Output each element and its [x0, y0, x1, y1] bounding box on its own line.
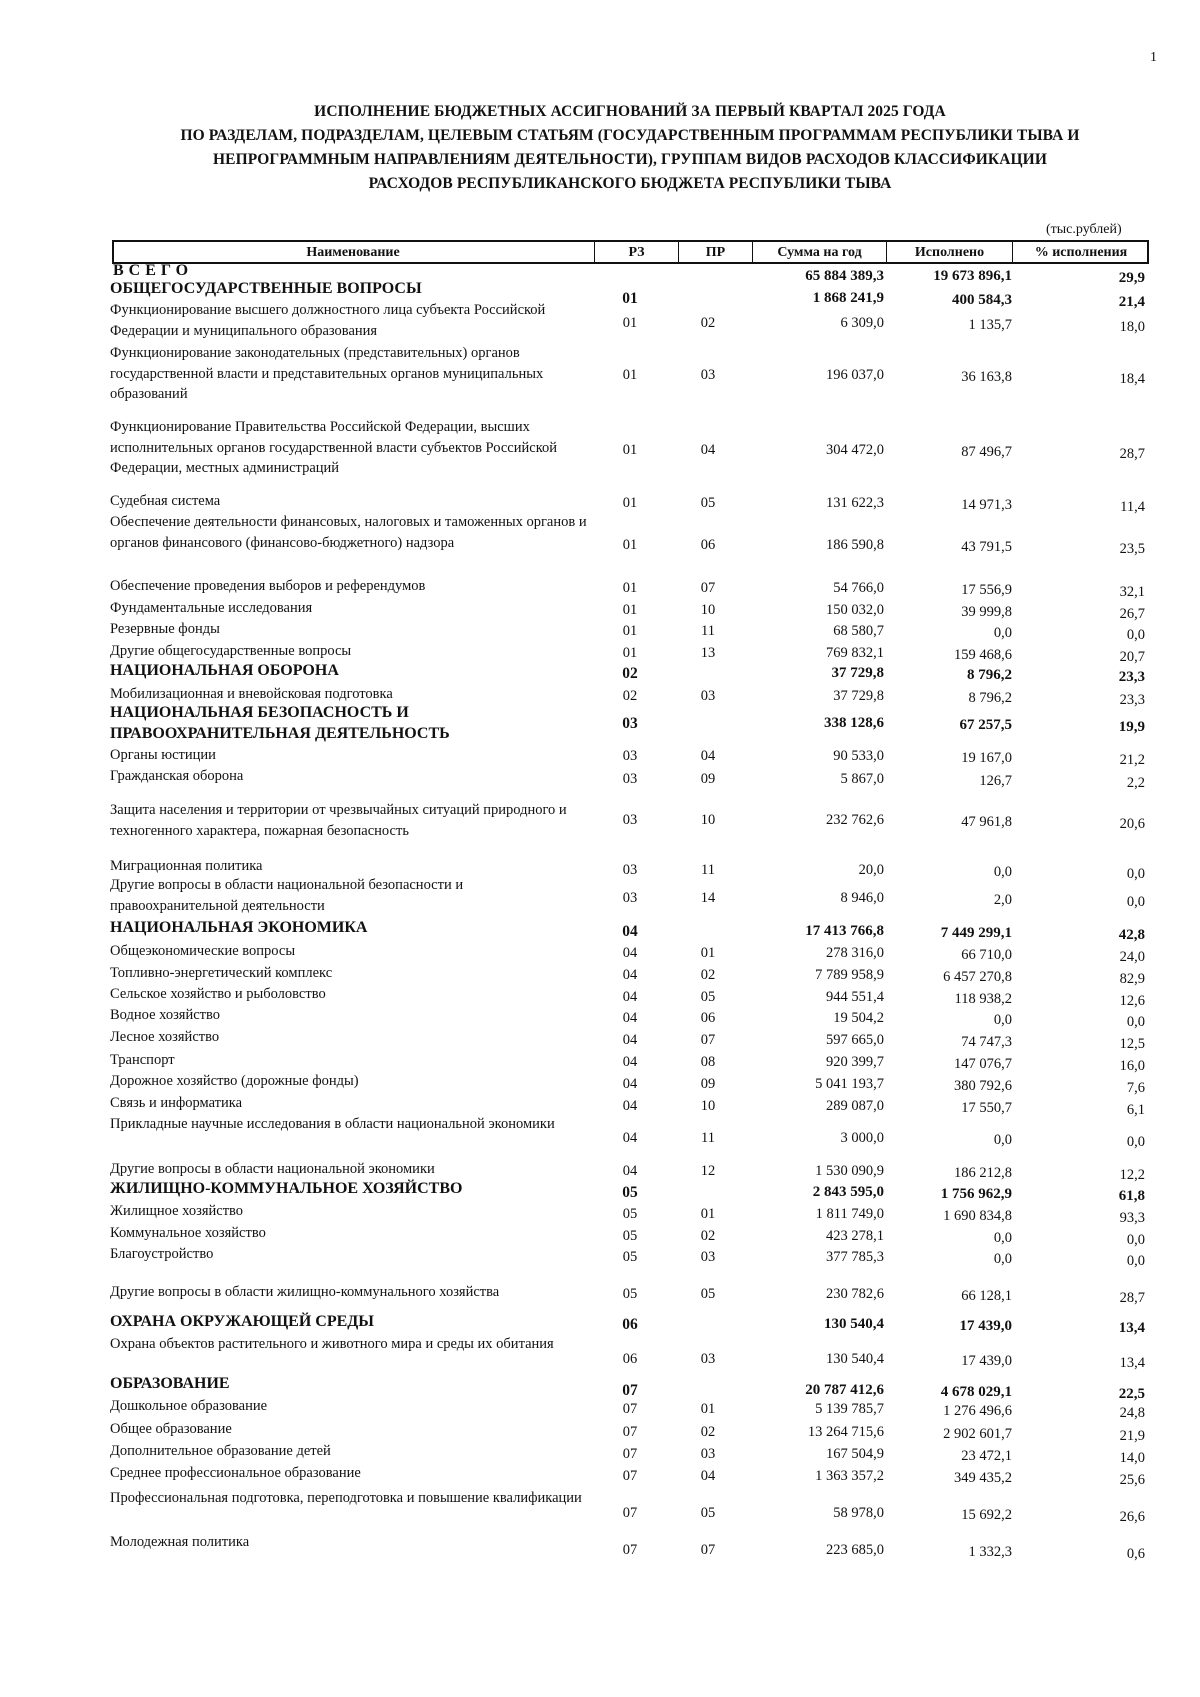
title-line-4: РАСХОДОВ РЕСПУБЛИКАНСКОГО БЮДЖЕТА РЕСПУБЛИКИ ТЫВА	[368, 175, 892, 192]
rz-code: 01	[622, 602, 638, 618]
page-number: 1	[1150, 50, 1157, 65]
executed-amount: 17 556,9	[961, 582, 1012, 598]
rz-code: 06	[622, 1316, 638, 1333]
annual-sum: 944 551,4	[826, 989, 884, 1005]
rz-code: 01	[622, 495, 638, 511]
annual-sum: 304 472,0	[826, 442, 884, 458]
executed-amount: 47 961,8	[961, 814, 1012, 830]
executed-amount: 349 435,2	[954, 1470, 1012, 1486]
rz-code: 03	[622, 715, 638, 732]
rz-code: 05	[622, 1206, 638, 1222]
subsection-name: Судебная система	[110, 493, 221, 509]
execution-percent: 24,8	[1119, 1405, 1145, 1421]
annual-sum: 20,0	[858, 862, 884, 878]
pr-code: 03	[700, 1249, 716, 1265]
subsection-name: Другие общегосударственные вопросы	[110, 643, 352, 659]
pr-code: 05	[700, 989, 716, 1005]
pr-code: 03	[700, 1446, 716, 1462]
annual-sum: 131 622,3	[826, 495, 884, 511]
annual-sum: 5 139 785,7	[815, 1401, 884, 1417]
rz-code: 05	[622, 1228, 638, 1244]
annual-sum: 19 504,2	[833, 1010, 884, 1026]
pr-code: 04	[700, 748, 716, 764]
subsection-name: Молодежная политика	[110, 1534, 250, 1550]
executed-amount: 0,0	[993, 1012, 1012, 1028]
rz-code: 04	[622, 1076, 638, 1092]
pr-code: 07	[700, 580, 716, 596]
annual-sum: 150 032,0	[826, 602, 884, 618]
annual-sum: 68 580,7	[833, 623, 884, 639]
pr-code: 14	[700, 890, 716, 906]
execution-percent: 28,7	[1119, 446, 1145, 462]
annual-sum: 1 868 241,9	[812, 290, 884, 306]
subsection-name: Резервные фонды	[110, 621, 220, 637]
subsection-name: Фундаментальные исследования	[110, 600, 313, 616]
pr-code: 02	[700, 967, 716, 983]
annual-sum: 5 041 193,7	[815, 1076, 884, 1092]
rz-code: 05	[622, 1249, 638, 1265]
execution-percent: 18,0	[1119, 319, 1145, 335]
executed-amount: 1 690 834,8	[943, 1208, 1012, 1224]
rz-code: 01	[622, 580, 638, 596]
executed-amount: 66 710,0	[961, 947, 1012, 963]
rz-code: 04	[622, 923, 638, 940]
subsection-name: Обеспечение проведения выборов и референдумов	[110, 578, 426, 594]
annual-sum: 769 832,1	[826, 645, 884, 661]
execution-percent: 93,3	[1119, 1210, 1145, 1226]
execution-percent: 6,1	[1126, 1102, 1145, 1118]
section-name: НАЦИОНАЛЬНАЯ БЕЗОПАСНОСТЬ И ПРАВООХРАНИТЕЛЬНАЯ ДЕЯТЕЛЬНОСТЬ	[110, 704, 450, 742]
executed-amount: 66 128,1	[961, 1288, 1012, 1304]
annual-sum: 423 278,1	[826, 1228, 884, 1244]
subsection-name: Среднее профессиональное образование	[110, 1465, 361, 1481]
pr-code: 02	[700, 1228, 716, 1244]
annual-sum: 196 037,0	[826, 367, 884, 383]
section-name: ОБЩЕГОСУДАРСТВЕННЫЕ ВОПРОСЫ	[110, 280, 422, 297]
rz-code: 06	[622, 1351, 638, 1367]
executed-amount: 19 167,0	[961, 750, 1012, 766]
section-name: НАЦИОНАЛЬНАЯ ОБОРОНА	[110, 662, 339, 679]
executed-amount: 0,0	[993, 625, 1012, 641]
executed-amount: 8 796,2	[967, 667, 1012, 683]
pr-code: 08	[700, 1054, 716, 1070]
annual-sum: 338 128,6	[824, 715, 884, 731]
execution-percent: 61,8	[1118, 1188, 1145, 1204]
execution-percent: 21,9	[1119, 1428, 1145, 1444]
rz-code: 04	[622, 1098, 638, 1114]
executed-amount: 17 550,7	[961, 1100, 1012, 1116]
pr-code: 11	[701, 862, 715, 878]
executed-amount: 2,0	[993, 892, 1012, 908]
execution-percent: 13,4	[1118, 1320, 1145, 1336]
annual-sum: 37 729,8	[831, 665, 884, 681]
rz-code: 04	[622, 1054, 638, 1070]
executed-amount: 43 791,5	[961, 539, 1012, 555]
executed-amount: 1 135,7	[968, 317, 1012, 333]
execution-percent: 0,0	[1126, 1253, 1145, 1269]
subsection-name: Общее образование	[110, 1421, 232, 1437]
pr-code: 05	[700, 1286, 716, 1302]
execution-percent: 21,4	[1118, 294, 1145, 310]
subsection-name: Коммунальное хозяйство	[110, 1225, 266, 1241]
execution-percent: 16,0	[1119, 1058, 1145, 1074]
rz-code: 03	[622, 748, 638, 764]
pr-code: 11	[701, 1130, 715, 1146]
rz-code: 07	[622, 1505, 638, 1521]
annual-sum: 278 316,0	[826, 945, 884, 961]
subsection-name: Общеэкономические вопросы	[110, 943, 296, 959]
pr-code: 01	[700, 1206, 716, 1222]
execution-percent: 12,6	[1119, 993, 1145, 1009]
pr-code: 09	[700, 771, 716, 787]
pr-code: 02	[700, 315, 716, 331]
pr-code: 10	[700, 602, 716, 618]
annual-sum: 90 533,0	[833, 748, 884, 764]
executed-amount: 1 332,3	[968, 1544, 1012, 1560]
rz-code: 03	[622, 771, 638, 787]
rz-code: 05	[622, 1184, 638, 1201]
executed-amount: 118 938,2	[954, 991, 1012, 1007]
column-header-name: Наименование	[306, 245, 400, 260]
rz-code: 04	[622, 1032, 638, 1048]
rz-code: 04	[622, 1010, 638, 1026]
rz-code: 01	[622, 290, 638, 307]
pr-code: 03	[700, 367, 716, 383]
annual-sum: 8 946,0	[840, 890, 884, 906]
executed-amount: 4 678 029,1	[940, 1384, 1012, 1400]
executed-amount: 126,7	[979, 773, 1012, 789]
execution-percent: 26,7	[1119, 606, 1145, 622]
annual-sum: 3 000,0	[840, 1130, 884, 1146]
pr-code: 11	[701, 623, 715, 639]
rz-code: 02	[622, 665, 638, 682]
rz-code: 07	[622, 1382, 638, 1399]
annual-sum: 289 087,0	[826, 1098, 884, 1114]
executed-amount: 0,0	[993, 1251, 1012, 1267]
pr-code: 05	[700, 495, 716, 511]
execution-percent: 18,4	[1119, 371, 1145, 387]
executed-amount: 23 472,1	[961, 1448, 1012, 1464]
subsection-name: Другие вопросы в области жилищно-коммунального хозяйства	[110, 1284, 500, 1300]
annual-sum: 920 399,7	[826, 1054, 884, 1070]
annual-sum: 232 762,6	[826, 812, 884, 828]
executed-amount: 36 163,8	[961, 369, 1012, 385]
pr-code: 04	[700, 442, 716, 458]
subsection-name: Гражданская оборона	[110, 768, 244, 784]
execution-percent: 0,0	[1126, 1014, 1145, 1030]
total-executed: 19 673 896,1	[933, 268, 1012, 284]
rz-code: 03	[622, 890, 638, 906]
execution-percent: 0,0	[1126, 627, 1145, 643]
execution-percent: 2,2	[1126, 775, 1145, 791]
execution-percent: 19,9	[1118, 719, 1145, 735]
annual-sum: 54 766,0	[833, 580, 884, 596]
annual-sum: 230 782,6	[826, 1286, 884, 1302]
annual-sum: 5 867,0	[840, 771, 884, 787]
annual-sum: 6 309,0	[840, 315, 884, 331]
executed-amount: 147 076,7	[954, 1056, 1012, 1072]
execution-percent: 12,2	[1119, 1167, 1145, 1183]
column-header-percent: % исполнения	[1012, 240, 1149, 264]
annual-sum: 37 729,8	[833, 688, 884, 704]
execution-percent: 11,4	[1120, 499, 1145, 515]
annual-sum: 186 590,8	[826, 537, 884, 553]
execution-percent: 14,0	[1119, 1450, 1145, 1466]
executed-amount: 186 212,8	[954, 1165, 1012, 1181]
annual-sum: 7 789 958,9	[815, 967, 884, 983]
subsection-name: Профессиональная подготовка, переподготовка и повышение квалификации	[110, 1490, 582, 1506]
rz-code: 05	[622, 1286, 638, 1302]
subsection-name: Другие вопросы в области национальной экономики	[110, 1161, 435, 1177]
subsection-name: Функционирование Правительства Российской Федерации, высших исполнительных органов государственной власти субъектов Российской Федерации, местных администраций	[110, 419, 558, 476]
pr-code: 03	[700, 688, 716, 704]
rz-code: 01	[622, 623, 638, 639]
rz-code: 03	[622, 862, 638, 878]
annual-sum: 1 811 749,0	[815, 1206, 884, 1222]
executed-amount: 17 439,0	[961, 1353, 1012, 1369]
execution-percent: 22,5	[1118, 1386, 1145, 1402]
execution-percent: 23,3	[1118, 669, 1145, 685]
executed-amount: 39 999,8	[961, 604, 1012, 620]
execution-percent: 26,6	[1119, 1509, 1145, 1525]
subsection-name: Сельское хозяйство и рыболовство	[110, 986, 326, 1002]
section-name: НАЦИОНАЛЬНАЯ ЭКОНОМИКА	[110, 919, 368, 936]
subsection-name: Миграционная политика	[110, 858, 263, 874]
subsection-name: Дополнительное образование детей	[110, 1443, 331, 1459]
rz-code: 01	[622, 442, 638, 458]
execution-percent: 12,5	[1119, 1036, 1145, 1052]
pr-code: 03	[700, 1351, 716, 1367]
annual-sum: 58 978,0	[833, 1505, 884, 1521]
section-name: ЖИЛИЩНО-КОММУНАЛЬНОЕ ХОЗЯЙСТВО	[110, 1180, 463, 1197]
executed-amount: 380 792,6	[954, 1078, 1012, 1094]
annual-sum: 130 540,4	[824, 1316, 884, 1332]
rz-code: 07	[622, 1424, 638, 1440]
executed-amount: 14 971,3	[961, 497, 1012, 513]
rz-code: 02	[622, 688, 638, 704]
title-line-2: ПО РАЗДЕЛАМ, ПОДРАЗДЕЛАМ, ЦЕЛЕВЫМ СТАТЬЯМ (ГОСУДАРСТВЕННЫМ ПРОГРАММАМ РЕСПУБЛИКИ ТЫВА И	[180, 127, 1080, 144]
annual-sum: 130 540,4	[826, 1351, 884, 1367]
column-header-sum: Сумма на год	[752, 240, 886, 264]
pr-code: 06	[700, 1010, 716, 1026]
subsection-name: Охрана объектов растительного и животного мира и среды их обитания	[110, 1336, 554, 1352]
execution-percent: 42,8	[1118, 927, 1145, 943]
subsection-name: Жилищное хозяйство	[110, 1203, 244, 1219]
executed-amount: 8 796,2	[968, 690, 1012, 706]
subsection-name: Обеспечение деятельности финансовых, налоговых и таможенных органов и органов финансового (финансово-бюджетного) надзора	[110, 514, 587, 551]
execution-percent: 13,4	[1119, 1355, 1145, 1371]
pr-code: 10	[700, 812, 716, 828]
pr-code: 07	[700, 1542, 716, 1558]
title-line-3: НЕПРОГРАММНЫМ НАПРАВЛЕНИЯМ ДЕЯТЕЛЬНОСТИ), ГРУППАМ ВИДОВ РАСХОДОВ КЛАССИФИКАЦИИ	[213, 151, 1047, 168]
column-header-executed: Исполнено	[886, 240, 1012, 264]
executed-amount: 6 457 270,8	[943, 969, 1012, 985]
rz-code: 01	[622, 645, 638, 661]
executed-amount: 400 584,3	[952, 292, 1012, 308]
subsection-name: Мобилизационная и вневойсковая подготовка	[110, 686, 393, 702]
section-name: ОХРАНА ОКРУЖАЮЩЕЙ СРЕДЫ	[110, 1313, 374, 1330]
subsection-name: Дорожное хозяйство (дорожные фонды)	[110, 1073, 359, 1089]
executed-amount: 2 902 601,7	[943, 1426, 1012, 1442]
execution-percent: 0,0	[1126, 894, 1145, 910]
execution-percent: 28,7	[1119, 1290, 1145, 1306]
total-label: ВСЕГО	[113, 262, 194, 279]
subsection-name: Защита населения и территории от чрезвычайных ситуаций природного и техногенного характера, пожарная безопасность	[110, 802, 567, 839]
subsection-name: Благоустройство	[110, 1246, 214, 1262]
annual-sum: 20 787 412,6	[805, 1382, 884, 1398]
annual-sum: 223 685,0	[826, 1542, 884, 1558]
rz-code: 04	[622, 989, 638, 1005]
executed-amount: 67 257,5	[959, 717, 1012, 733]
execution-percent: 32,1	[1119, 584, 1145, 600]
subsection-name: Топливно-энергетический комплекс	[110, 965, 333, 981]
annual-sum: 1 363 357,2	[815, 1468, 884, 1484]
subsection-name: Прикладные научные исследования в области национальной экономики	[110, 1116, 555, 1132]
executed-amount: 159 468,6	[954, 647, 1012, 663]
pr-code: 06	[700, 537, 716, 553]
executed-amount: 74 747,3	[961, 1034, 1012, 1050]
execution-percent: 23,3	[1119, 692, 1145, 708]
pr-code: 01	[700, 945, 716, 961]
section-name: ОБРАЗОВАНИЕ	[110, 1375, 230, 1392]
execution-percent: 24,0	[1119, 949, 1145, 965]
pr-code: 12	[700, 1163, 716, 1179]
rz-code: 04	[622, 1130, 638, 1146]
executed-amount: 1 756 962,9	[940, 1186, 1012, 1202]
rz-code: 01	[622, 315, 638, 331]
subsection-name: Другие вопросы в области национальной безопасности и правоохранительной деятельности	[110, 877, 464, 914]
execution-percent: 7,6	[1126, 1080, 1145, 1096]
executed-amount: 0,0	[993, 864, 1012, 880]
column-header-rz: РЗ	[594, 240, 678, 264]
subsection-name: Функционирование законодательных (представительных) органов государственной власти и представительных органов муниципальных образований	[110, 345, 544, 402]
executed-amount: 0,0	[993, 1230, 1012, 1246]
rz-code: 07	[622, 1446, 638, 1462]
pr-code: 09	[700, 1076, 716, 1092]
pr-code: 02	[700, 1424, 716, 1440]
execution-percent: 0,0	[1126, 1134, 1145, 1150]
annual-sum: 377 785,3	[826, 1249, 884, 1265]
execution-percent: 82,9	[1119, 971, 1145, 987]
rz-code: 07	[622, 1468, 638, 1484]
annual-sum: 13 264 715,6	[807, 1424, 884, 1440]
rz-code: 04	[622, 967, 638, 983]
subsection-name: Лесное хозяйство	[110, 1029, 220, 1045]
annual-sum: 597 665,0	[826, 1032, 884, 1048]
executed-amount: 17 439,0	[959, 1318, 1012, 1334]
execution-percent: 23,5	[1119, 541, 1145, 557]
execution-percent: 0,6	[1126, 1546, 1145, 1562]
executed-amount: 1 276 496,6	[943, 1403, 1012, 1419]
executed-amount: 0,0	[993, 1132, 1012, 1148]
execution-percent: 0,0	[1126, 1232, 1145, 1248]
rz-code: 07	[622, 1401, 638, 1417]
annual-sum: 167 504,9	[826, 1446, 884, 1462]
pr-code: 04	[700, 1468, 716, 1484]
annual-sum: 2 843 595,0	[812, 1184, 884, 1200]
rz-code: 01	[622, 367, 638, 383]
pr-code: 01	[700, 1401, 716, 1417]
executed-amount: 7 449 299,1	[940, 925, 1012, 941]
execution-percent: 25,6	[1119, 1472, 1145, 1488]
total-percent: 29,9	[1118, 270, 1145, 286]
subsection-name: Функционирование высшего должностного лица субъекта Российской Федерации и муниципального образования	[110, 302, 546, 339]
rz-code: 04	[622, 945, 638, 961]
execution-percent: 0,0	[1126, 866, 1145, 882]
title-line-1: ИСПОЛНЕНИЕ БЮДЖЕТНЫХ АССИГНОВАНИЙ ЗА ПЕРВЫЙ КВАРТАЛ 2025 ГОДА	[314, 103, 946, 120]
subsection-name: Связь и информатика	[110, 1095, 243, 1111]
execution-percent: 20,6	[1119, 816, 1145, 832]
executed-amount: 15 692,2	[961, 1507, 1012, 1523]
subsection-name: Органы юстиции	[110, 747, 216, 763]
pr-code: 07	[700, 1032, 716, 1048]
column-header-pr: ПР	[678, 240, 752, 264]
rz-code: 03	[622, 812, 638, 828]
units-label: (тыс.рублей)	[1046, 222, 1122, 237]
annual-sum: 17 413 766,8	[805, 923, 884, 939]
subsection-name: Дошкольное образование	[110, 1398, 268, 1414]
pr-code: 13	[700, 645, 716, 661]
pr-code: 10	[700, 1098, 716, 1114]
executed-amount: 87 496,7	[961, 444, 1012, 460]
subsection-name: Транспорт	[110, 1052, 175, 1068]
rz-code: 01	[622, 537, 638, 553]
document-title	[100, 100, 1160, 196]
execution-percent: 21,2	[1119, 752, 1145, 768]
rz-code: 07	[622, 1542, 638, 1558]
subsection-name: Водное хозяйство	[110, 1007, 221, 1023]
total-sum: 65 884 389,3	[805, 268, 884, 284]
rz-code: 04	[622, 1163, 638, 1179]
annual-sum: 1 530 090,9	[815, 1163, 884, 1179]
pr-code: 05	[700, 1505, 716, 1521]
execution-percent: 20,7	[1119, 649, 1145, 665]
